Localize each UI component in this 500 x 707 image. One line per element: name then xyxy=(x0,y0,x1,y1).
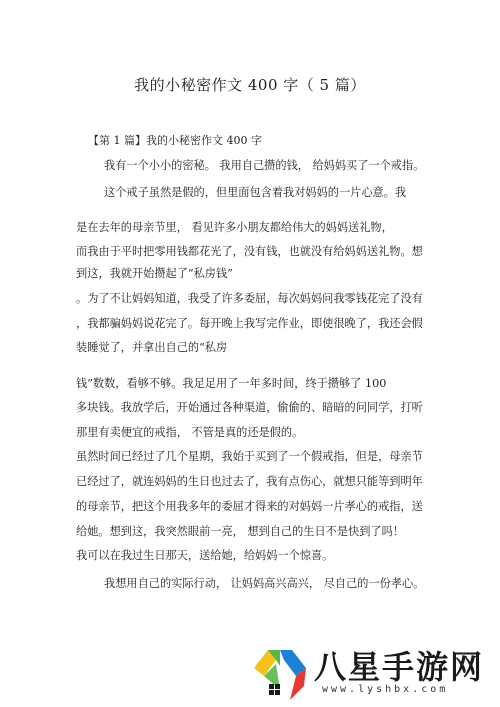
document-title: 我的小秘密作文 400 字（ 5 篇） xyxy=(134,76,366,94)
paragraph-line: 我想用自己的实际行动， 让妈妈高兴高兴， 尽自己的一份孝心。 xyxy=(104,577,425,590)
watermark-site-name: 八星手游网 xyxy=(314,648,485,686)
paragraph-line: 的母亲节，把这个用我多年的委屈才得来的对妈妈一片孝心的戒指，送 xyxy=(76,500,423,513)
paragraph-line: 到这，我就开始攒起了“私房钱” xyxy=(76,267,233,280)
paragraph-line: 虽然时间已经过了几个星期，我始于买到了一个假戒指，但是，母亲节 xyxy=(76,450,423,463)
paragraph-line: 装睡觉了，并拿出自己的“私房 xyxy=(76,341,228,354)
paragraph-line: 这个戒子虽然是假的，但里面包含着我对妈妈的一片心意。我 xyxy=(104,186,407,199)
paragraph-line: 我可以在我过生日那天，送给她，给妈妈一个惊喜。 xyxy=(76,549,334,562)
paragraph-line: 我有一个小小的密秘。 我用自己攒的钱， 给妈妈买了一个戒指。 xyxy=(104,159,425,172)
paragraph-line: 已经过了，就连妈妈的生日也过去了，我有点伤心，就想只能等到明年 xyxy=(76,475,423,488)
paragraph-line: 。为了不让妈妈知道，我受了许多委屈，每次妈妈问我零钱花完了没有 xyxy=(76,292,423,305)
paragraph-line: 是在去年的母亲节里， 看见许多小朋友都给伟大的妈妈送礼物， xyxy=(76,221,393,234)
watermark-url: www.lyshbx.com xyxy=(322,684,449,695)
watermark xyxy=(252,636,492,702)
paragraph-line: 给她。想到这，我突然眼前一亮， 想到自己的生日不是快到了吗！ xyxy=(76,525,404,538)
paragraph-line: 多块钱。我放学后，开始通过各种渠道，偷偷的、暗暗的问同学，打听 xyxy=(76,401,423,414)
paragraph-line: 那里有卖便宜的戒指， 不管是真的还是假的。 xyxy=(76,426,304,439)
essay-heading: 【第 1 篇】我的小秘密作文 400 字 xyxy=(88,134,262,147)
paragraph-line: 钱”数数，看够不够。我足足用了一年多时间，终于攒够了 100 xyxy=(76,377,387,390)
colorful-chevron-logo-icon xyxy=(252,646,308,702)
paragraph-line: ，我都骗妈妈说花完了。每开晚上我写完作业，即使很晚了，我还会假 xyxy=(76,317,423,330)
paragraph-line: 而我由于平时把零用钱都花光了，没有钱，也就没有给妈妈送礼物。想 xyxy=(76,245,423,258)
